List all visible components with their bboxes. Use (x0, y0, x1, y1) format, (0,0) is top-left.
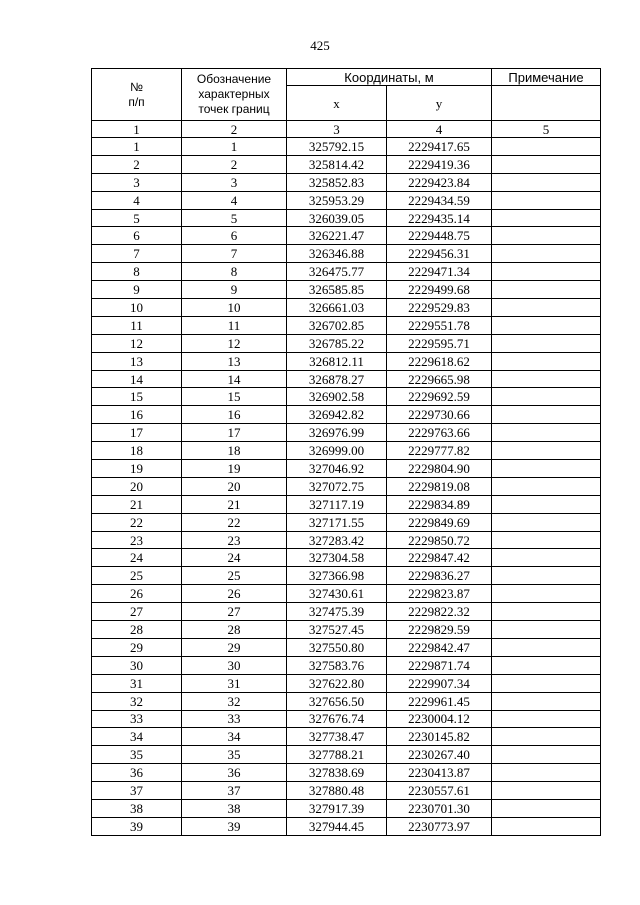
y-coordinate-cell: 2229665.98 (387, 370, 492, 388)
table-row (92, 442, 601, 460)
row-number-cell: 33 (92, 710, 182, 728)
note-cell (492, 549, 601, 567)
row-number-cell: 9 (92, 281, 182, 299)
header-note: Примечание (492, 69, 601, 86)
x-coordinate-cell: 326976.99 (287, 424, 387, 442)
point-id-cell: 18 (182, 442, 287, 460)
note-cell (492, 585, 601, 603)
y-coordinate-cell: 2229850.72 (387, 531, 492, 549)
header-y: y (387, 86, 492, 121)
row-number-cell: 34 (92, 728, 182, 746)
note-cell (492, 477, 601, 495)
table-row (92, 621, 601, 639)
point-id-cell: 5 (182, 209, 287, 227)
table-row (92, 656, 601, 674)
table-row (92, 245, 601, 263)
row-number-cell: 24 (92, 549, 182, 567)
column-number: 2 (182, 121, 287, 138)
point-id-cell: 12 (182, 334, 287, 352)
column-number-row (92, 121, 601, 138)
row-number-cell: 27 (92, 603, 182, 621)
row-number-cell: 6 (92, 227, 182, 245)
table-row (92, 281, 601, 299)
x-coordinate-cell: 325792.15 (287, 138, 387, 156)
x-coordinate-cell: 327366.98 (287, 567, 387, 585)
y-coordinate-cell: 2229836.27 (387, 567, 492, 585)
row-number-cell: 3 (92, 173, 182, 191)
row-number-cell: 30 (92, 656, 182, 674)
x-coordinate-cell: 327738.47 (287, 728, 387, 746)
row-number-cell: 22 (92, 513, 182, 531)
table-row (92, 674, 601, 692)
y-coordinate-cell: 2229961.45 (387, 692, 492, 710)
point-id-cell: 26 (182, 585, 287, 603)
y-coordinate-cell: 2229471.34 (387, 263, 492, 281)
y-coordinate-cell: 2229435.14 (387, 209, 492, 227)
x-coordinate-cell: 326346.88 (287, 245, 387, 263)
y-coordinate-cell: 2230145.82 (387, 728, 492, 746)
point-id-cell: 38 (182, 799, 287, 817)
row-number-cell: 18 (92, 442, 182, 460)
note-cell (492, 728, 601, 746)
row-number-cell: 14 (92, 370, 182, 388)
x-coordinate-cell: 327944.45 (287, 817, 387, 835)
table-row (92, 424, 601, 442)
table-row (92, 155, 601, 173)
x-coordinate-cell: 326475.77 (287, 263, 387, 281)
point-id-cell: 19 (182, 460, 287, 478)
x-coordinate-cell: 325814.42 (287, 155, 387, 173)
y-coordinate-cell: 2230557.61 (387, 782, 492, 800)
point-id-cell: 17 (182, 424, 287, 442)
row-number-cell: 5 (92, 209, 182, 227)
note-cell (492, 424, 601, 442)
row-number-cell: 25 (92, 567, 182, 585)
note-cell (492, 567, 601, 585)
point-id-cell: 3 (182, 173, 287, 191)
row-number-cell: 28 (92, 621, 182, 639)
table-row (92, 406, 601, 424)
table-row (92, 817, 601, 835)
table-row (92, 173, 601, 191)
y-coordinate-cell: 2229777.82 (387, 442, 492, 460)
x-coordinate-cell: 327430.61 (287, 585, 387, 603)
column-number: 1 (92, 121, 182, 138)
note-cell (492, 370, 601, 388)
page-number: 425 (310, 38, 330, 53)
column-number: 4 (387, 121, 492, 138)
x-coordinate-cell: 327788.21 (287, 746, 387, 764)
point-id-cell: 1 (182, 138, 287, 156)
note-cell (492, 209, 601, 227)
row-number-cell: 11 (92, 316, 182, 334)
row-number-cell: 17 (92, 424, 182, 442)
note-cell (492, 263, 601, 281)
row-number-cell: 2 (92, 155, 182, 173)
note-cell (492, 531, 601, 549)
table-row (92, 209, 601, 227)
y-coordinate-cell: 2229823.87 (387, 585, 492, 603)
x-coordinate-cell: 326999.00 (287, 442, 387, 460)
y-coordinate-cell: 2229804.90 (387, 460, 492, 478)
x-coordinate-cell: 327527.45 (287, 621, 387, 639)
x-coordinate-cell: 327117.19 (287, 495, 387, 513)
point-id-cell: 6 (182, 227, 287, 245)
y-coordinate-cell: 2230773.97 (387, 817, 492, 835)
row-number-cell: 4 (92, 191, 182, 209)
x-coordinate-cell: 327072.75 (287, 477, 387, 495)
table-row (92, 764, 601, 782)
row-number-cell: 1 (92, 138, 182, 156)
y-coordinate-cell: 2229842.47 (387, 638, 492, 656)
y-coordinate-cell: 2229529.83 (387, 299, 492, 317)
x-coordinate-cell: 327656.50 (287, 692, 387, 710)
table-row (92, 191, 601, 209)
y-coordinate-cell: 2229456.31 (387, 245, 492, 263)
row-number-cell: 26 (92, 585, 182, 603)
y-coordinate-cell: 2229907.34 (387, 674, 492, 692)
note-cell (492, 513, 601, 531)
row-number-cell: 16 (92, 406, 182, 424)
table-row (92, 692, 601, 710)
point-id-cell: 30 (182, 656, 287, 674)
point-id-cell: 9 (182, 281, 287, 299)
x-coordinate-cell: 327171.55 (287, 513, 387, 531)
point-id-cell: 27 (182, 603, 287, 621)
note-cell (492, 782, 601, 800)
point-id-cell: 33 (182, 710, 287, 728)
y-coordinate-cell: 2229834.89 (387, 495, 492, 513)
table-row (92, 513, 601, 531)
table-row (92, 352, 601, 370)
header-note-empty (492, 86, 601, 121)
y-coordinate-cell: 2229730.66 (387, 406, 492, 424)
row-number-cell: 29 (92, 638, 182, 656)
row-number-cell: 13 (92, 352, 182, 370)
note-cell (492, 799, 601, 817)
table-row (92, 638, 601, 656)
table-row (92, 567, 601, 585)
row-number-cell: 7 (92, 245, 182, 263)
point-id-cell: 7 (182, 245, 287, 263)
note-cell (492, 388, 601, 406)
x-coordinate-cell: 327283.42 (287, 531, 387, 549)
y-coordinate-cell: 2229423.84 (387, 173, 492, 191)
note-cell (492, 495, 601, 513)
note-cell (492, 621, 601, 639)
note-cell (492, 656, 601, 674)
point-id-cell: 39 (182, 817, 287, 835)
table-row (92, 334, 601, 352)
row-number-cell: 35 (92, 746, 182, 764)
point-id-cell: 22 (182, 513, 287, 531)
header-designation: Обозначение характерных точек границ (182, 69, 287, 121)
point-id-cell: 14 (182, 370, 287, 388)
y-coordinate-cell: 2229692.59 (387, 388, 492, 406)
y-coordinate-cell: 2229499.68 (387, 281, 492, 299)
x-coordinate-cell: 326785.22 (287, 334, 387, 352)
table-row (92, 531, 601, 549)
x-coordinate-cell: 327550.80 (287, 638, 387, 656)
x-coordinate-cell: 326661.03 (287, 299, 387, 317)
row-number-cell: 37 (92, 782, 182, 800)
row-number-cell: 20 (92, 477, 182, 495)
x-coordinate-cell: 326585.85 (287, 281, 387, 299)
coordinates-table (91, 68, 601, 836)
note-cell (492, 817, 601, 835)
point-id-cell: 11 (182, 316, 287, 334)
x-coordinate-cell: 325852.83 (287, 173, 387, 191)
point-id-cell: 25 (182, 567, 287, 585)
row-number-cell: 10 (92, 299, 182, 317)
x-coordinate-cell: 327046.92 (287, 460, 387, 478)
point-id-cell: 8 (182, 263, 287, 281)
note-cell (492, 191, 601, 209)
point-id-cell: 31 (182, 674, 287, 692)
y-coordinate-cell: 2230413.87 (387, 764, 492, 782)
point-id-cell: 29 (182, 638, 287, 656)
note-cell (492, 155, 601, 173)
note-cell (492, 460, 601, 478)
row-number-cell: 23 (92, 531, 182, 549)
x-coordinate-cell: 326221.47 (287, 227, 387, 245)
x-coordinate-cell: 326902.58 (287, 388, 387, 406)
y-coordinate-cell: 2229417.65 (387, 138, 492, 156)
x-coordinate-cell: 326878.27 (287, 370, 387, 388)
point-id-cell: 24 (182, 549, 287, 567)
note-cell (492, 138, 601, 156)
y-coordinate-cell: 2230701.30 (387, 799, 492, 817)
note-cell (492, 281, 601, 299)
y-coordinate-cell: 2229822.32 (387, 603, 492, 621)
point-id-cell: 35 (182, 746, 287, 764)
column-number: 5 (492, 121, 601, 138)
table-row (92, 138, 601, 156)
x-coordinate-cell: 326039.05 (287, 209, 387, 227)
x-coordinate-cell: 327838.69 (287, 764, 387, 782)
y-coordinate-cell: 2229819.08 (387, 477, 492, 495)
table-row (92, 746, 601, 764)
table-row (92, 710, 601, 728)
note-cell (492, 316, 601, 334)
x-coordinate-cell: 325953.29 (287, 191, 387, 209)
table-row (92, 728, 601, 746)
x-coordinate-cell: 326812.11 (287, 352, 387, 370)
table-row (92, 603, 601, 621)
point-id-cell: 37 (182, 782, 287, 800)
row-number-cell: 21 (92, 495, 182, 513)
table-row (92, 782, 601, 800)
point-id-cell: 4 (182, 191, 287, 209)
y-coordinate-cell: 2229763.66 (387, 424, 492, 442)
note-cell (492, 406, 601, 424)
point-id-cell: 15 (182, 388, 287, 406)
row-number-cell: 12 (92, 334, 182, 352)
x-coordinate-cell: 327676.74 (287, 710, 387, 728)
y-coordinate-cell: 2229551.78 (387, 316, 492, 334)
x-coordinate-cell: 327917.39 (287, 799, 387, 817)
table-row (92, 370, 601, 388)
column-number: 3 (287, 121, 387, 138)
y-coordinate-cell: 2229448.75 (387, 227, 492, 245)
header-number-label: № п/п (128, 79, 145, 109)
row-number-cell: 19 (92, 460, 182, 478)
row-number-cell: 39 (92, 817, 182, 835)
note-cell (492, 227, 601, 245)
table-row (92, 263, 601, 281)
y-coordinate-cell: 2229829.59 (387, 621, 492, 639)
row-number-cell: 32 (92, 692, 182, 710)
note-cell (492, 674, 601, 692)
y-coordinate-cell: 2229419.36 (387, 155, 492, 173)
point-id-cell: 32 (182, 692, 287, 710)
note-cell (492, 299, 601, 317)
note-cell (492, 442, 601, 460)
y-coordinate-cell: 2229847.42 (387, 549, 492, 567)
table-row (92, 460, 601, 478)
table-row (92, 585, 601, 603)
point-id-cell: 20 (182, 477, 287, 495)
x-coordinate-cell: 326942.82 (287, 406, 387, 424)
x-coordinate-cell: 327583.76 (287, 656, 387, 674)
point-id-cell: 21 (182, 495, 287, 513)
note-cell (492, 764, 601, 782)
note-cell (492, 334, 601, 352)
header-x: x (287, 86, 387, 121)
table-row (92, 227, 601, 245)
note-cell (492, 746, 601, 764)
y-coordinate-cell: 2229434.59 (387, 191, 492, 209)
table-row (92, 477, 601, 495)
table-row (92, 299, 601, 317)
point-id-cell: 10 (182, 299, 287, 317)
y-coordinate-cell: 2229618.62 (387, 352, 492, 370)
note-cell (492, 710, 601, 728)
point-id-cell: 28 (182, 621, 287, 639)
table-row (92, 799, 601, 817)
table-row (92, 388, 601, 406)
x-coordinate-cell: 327475.39 (287, 603, 387, 621)
row-number-cell: 15 (92, 388, 182, 406)
y-coordinate-cell: 2229849.69 (387, 513, 492, 531)
point-id-cell: 16 (182, 406, 287, 424)
row-number-cell: 31 (92, 674, 182, 692)
table-row (92, 495, 601, 513)
point-id-cell: 34 (182, 728, 287, 746)
y-coordinate-cell: 2229595.71 (387, 334, 492, 352)
note-cell (492, 352, 601, 370)
row-number-cell: 36 (92, 764, 182, 782)
y-coordinate-cell: 2229871.74 (387, 656, 492, 674)
point-id-cell: 36 (182, 764, 287, 782)
y-coordinate-cell: 2230004.12 (387, 710, 492, 728)
header-coordinates: Координаты, м (287, 69, 492, 86)
table-row (92, 549, 601, 567)
point-id-cell: 13 (182, 352, 287, 370)
x-coordinate-cell: 327880.48 (287, 782, 387, 800)
note-cell (492, 603, 601, 621)
row-number-cell: 8 (92, 263, 182, 281)
row-number-cell: 38 (92, 799, 182, 817)
x-coordinate-cell: 326702.85 (287, 316, 387, 334)
point-id-cell: 2 (182, 155, 287, 173)
x-coordinate-cell: 327622.80 (287, 674, 387, 692)
y-coordinate-cell: 2230267.40 (387, 746, 492, 764)
x-coordinate-cell: 327304.58 (287, 549, 387, 567)
note-cell (492, 692, 601, 710)
point-id-cell: 23 (182, 531, 287, 549)
table-row (92, 316, 601, 334)
header-number (92, 69, 182, 121)
note-cell (492, 245, 601, 263)
note-cell (492, 638, 601, 656)
note-cell (492, 173, 601, 191)
